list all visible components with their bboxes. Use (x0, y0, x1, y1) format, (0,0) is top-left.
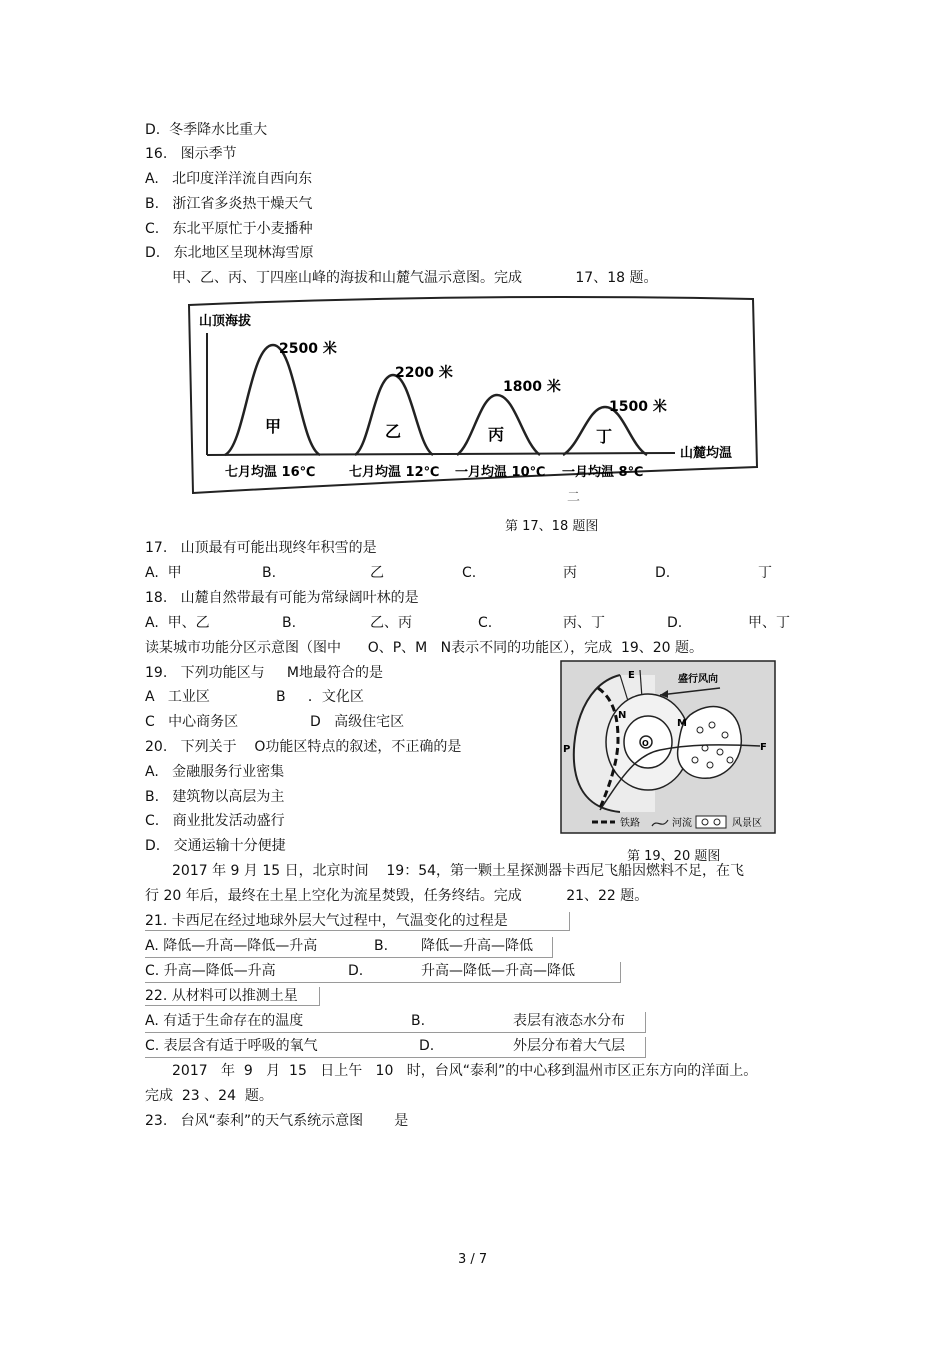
q19-option-d: D 高级住宅区 (310, 714, 405, 730)
q18-option-d-text: 甲、丁 (748, 615, 790, 631)
q22-option-row-ab (145, 1012, 646, 1033)
q17-option-c-letter: C. (462, 565, 477, 581)
q21-22-intro-line1: 2017 年 9 月 15 日，北京时间 19：54，第一颗土星探测器卡西尼飞船因燃料不足，在飞 (172, 863, 745, 879)
y-axis-label: 山顶海拔 (199, 314, 252, 329)
peak-temp-ding: 一月均温 8℃ (562, 465, 644, 480)
peak-temp-jia: 七月均温 16℃ (225, 465, 316, 480)
q15-option-d: D. 冬季降水比重大 (145, 122, 268, 138)
figure-17-18-caption: 第 17、18 题图 (505, 519, 599, 534)
peak-elev-jia: 2500 米 (279, 341, 337, 357)
legend-scenic: 风景区 (732, 818, 762, 829)
legend-rail: 铁路 (620, 818, 640, 829)
q18-stem: 18. 山麓自然带最有可能为常绿阔叶林的是 (145, 590, 419, 606)
peak-name-yi: 乙 (385, 422, 402, 441)
q20-option-b: B. 建筑物以高层为主 (145, 789, 285, 805)
figure-19-20-caption: 第 19、20 题图 (627, 849, 721, 864)
wind-label: 盛行风向 (678, 674, 718, 685)
q16-option-c: C. 东北平原忙于小麦播种 (145, 221, 313, 237)
q21-option-d-letter: D. (348, 963, 364, 979)
q21-option-b-letter: B. (374, 938, 389, 954)
legend-river: 河流 (672, 818, 692, 829)
zone-label-e: E (628, 670, 635, 681)
zone-label-o: O (642, 739, 649, 748)
q17-option-c-text: 丙 (563, 565, 577, 581)
q16-stem: 16. 图示季节 (145, 146, 237, 162)
q22-stem: 22. 从材料可以推测土星 (145, 987, 320, 1006)
q18-option-b-text: 乙、丙 (370, 615, 412, 631)
q18-option-d-letter: D. (667, 615, 683, 631)
zone-label-n: N (618, 710, 627, 721)
q17-stem: 17. 山顶最有可能出现终年积雪的是 (145, 540, 377, 556)
q22-option-row-cd (145, 1037, 646, 1058)
q21-22-intro-line2: 行 20 年后，最终在土星上空化为流星焚毁，任务终结。完成 21、22 题。 (145, 888, 649, 904)
stray-mark: 二 (567, 490, 581, 505)
zone-label-m: M (677, 718, 687, 729)
q20-option-c: C. 商业批发活动盛行 (145, 813, 285, 829)
q17-option-a: A. 甲 (145, 565, 182, 581)
peak-temp-bing: 一月均温 10℃ (455, 465, 546, 480)
q21-option-row-ab (145, 937, 553, 958)
q19-option-b: B ．文化区 (276, 689, 364, 705)
peak-jia (225, 345, 320, 455)
q17-option-b-letter: B. (262, 565, 277, 581)
mountain-figure (185, 295, 760, 520)
q18-option-c-letter: C. (478, 615, 493, 631)
peak-name-jia: 甲 (265, 417, 282, 436)
q21-option-a: A. 降低—升高—降低—升高 (145, 938, 318, 954)
q22-option-d-text: 外层分布着大气层 (513, 1038, 625, 1054)
q20-option-d: D. 交通运输十分便捷 (145, 838, 286, 854)
q17-option-d-text: 丁 (758, 565, 772, 581)
q21-option-b-text: 降低—升高—降低 (421, 938, 533, 954)
q19-stem: 19. 下列功能区与 M地最符合的是 (145, 665, 383, 681)
q23-24-intro-line2: 完成 23 、24 题。 (145, 1088, 273, 1104)
zone-label-f: F (760, 742, 767, 753)
x-axis-label: 山麓均温 (680, 446, 733, 461)
q21-option-c: C. 升高—降低—升高 (145, 963, 276, 979)
q17-option-b-text: 乙 (370, 565, 384, 581)
city-figure (560, 660, 776, 835)
q19-option-c: C 中心商务区 (145, 714, 239, 730)
q18-option-c-text: 丙、丁 (563, 615, 605, 631)
q21-option-d-text: 升高—降低—升高—降低 (421, 963, 575, 979)
q16-option-d: D. 东北地区呈现林海雪原 (145, 245, 314, 261)
q19-option-a: A 工业区 (145, 689, 210, 705)
peak-temp-yi: 七月均温 12℃ (349, 465, 440, 480)
q16-option-a: A. 北印度洋洋流自西向东 (145, 171, 313, 187)
q19-20-intro: 读某城市功能分区示意图（图中 O、P、M N表示不同的功能区），完成 19、20 题。 (145, 640, 704, 656)
q22-option-b-text: 表层有液态水分布 (513, 1013, 625, 1029)
q16-option-b: B. 浙江省多炎热干燥天气 (145, 196, 313, 212)
q23-24-intro-line1: 2017 年 9 月 15 日上午 10 时，台风“泰利”的中心移到温州市区正东方向的洋面上。 (172, 1063, 758, 1079)
q21-option-row-cd (145, 962, 621, 983)
peak-elev-ding: 1500 米 (609, 399, 667, 415)
q17-18-intro: 甲、乙、丙、丁四座山峰的海拔和山麓气温示意图。完成 17、18 题。 (172, 270, 658, 286)
page-number: 3 / 7 (458, 1252, 488, 1267)
peak-name-ding: 丁 (596, 427, 613, 446)
peak-elev-bing: 1800 米 (503, 379, 561, 395)
q20-option-a: A. 金融服务行业密集 (145, 764, 285, 780)
q22-option-b-letter: B. (411, 1013, 426, 1029)
peak-name-bing: 丙 (488, 425, 505, 444)
q22-option-d-letter: D. (419, 1038, 435, 1054)
q18-option-b-letter: B. (282, 615, 297, 631)
peak-elev-yi: 2200 米 (395, 365, 453, 381)
zone-label-p: P (563, 744, 571, 755)
q23-stem: 23. 台风“泰利”的天气系统示意图 是 (145, 1113, 409, 1129)
q17-option-d-letter: D. (655, 565, 671, 581)
q18-option-a: A. 甲、乙 (145, 615, 210, 631)
q22-option-c: C. 表层含有适于呼吸的氧气 (145, 1038, 318, 1054)
q20-stem: 20. 下列关于 O功能区特点的叙述，不正确的是 (145, 739, 462, 755)
peak-yi (355, 375, 433, 455)
q22-option-a: A. 有适于生命存在的温度 (145, 1013, 304, 1029)
q21-stem: 21. 卡西尼在经过地球外层大气过程中，气温变化的过程是 (145, 912, 570, 931)
